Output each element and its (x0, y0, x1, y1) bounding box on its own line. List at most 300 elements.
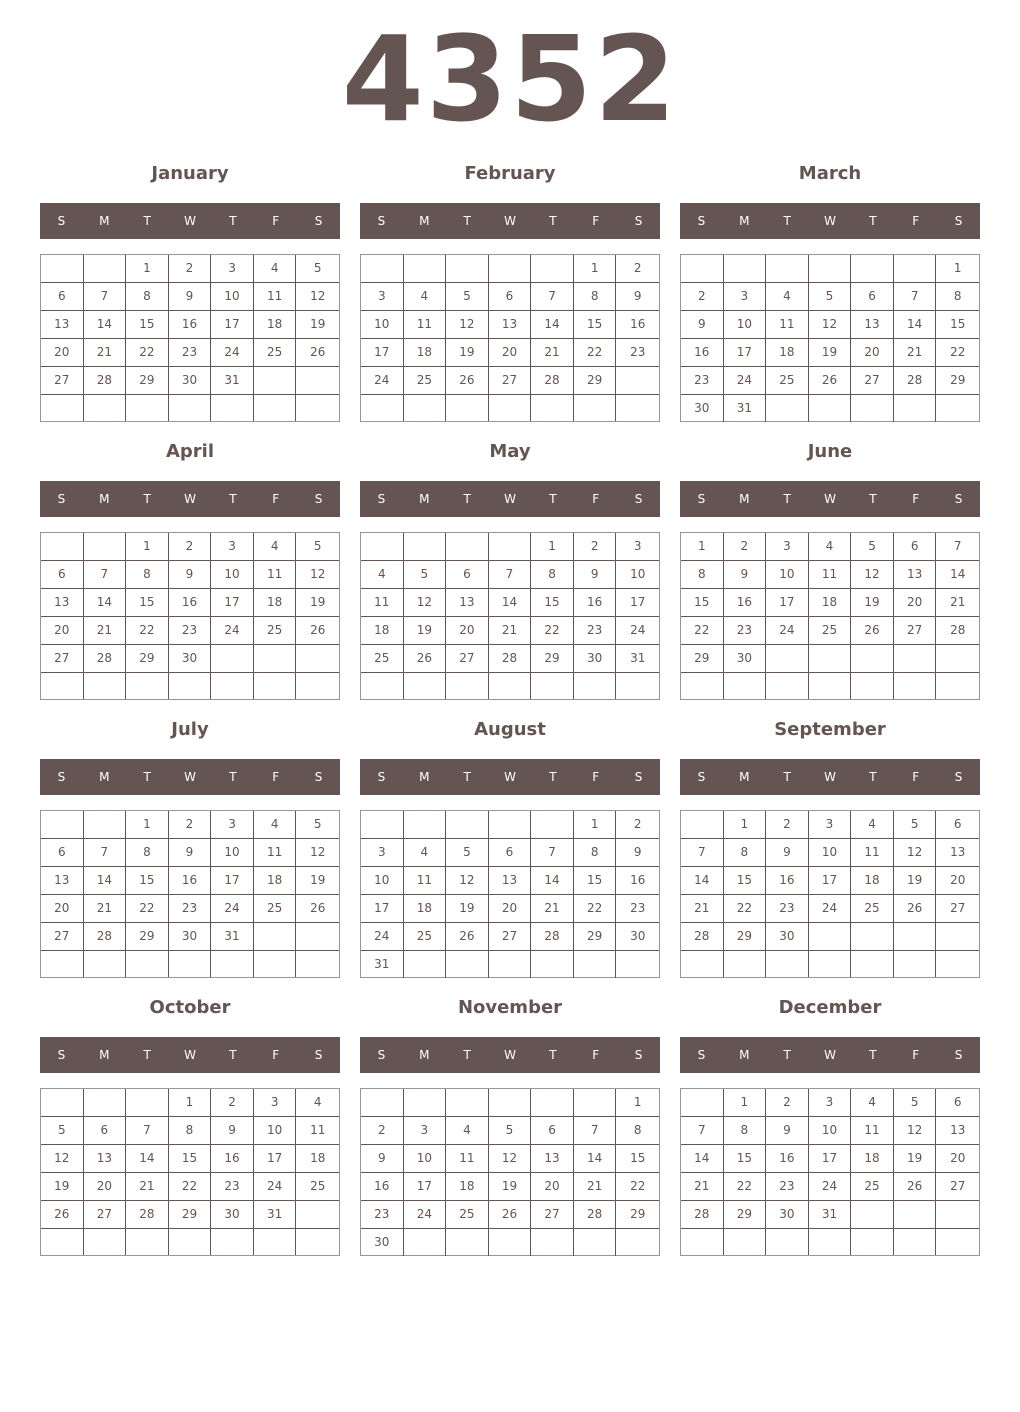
day-cell: 3 (211, 811, 254, 839)
day-cell: 23 (616, 339, 659, 367)
day-cell: 8 (574, 839, 617, 867)
day-cell: 12 (809, 311, 852, 339)
day-cell: 1 (574, 255, 617, 283)
day-cell: 1 (574, 811, 617, 839)
empty-cell (851, 1229, 894, 1255)
day-cell: 31 (616, 645, 659, 673)
day-cell: 5 (489, 1117, 532, 1145)
empty-cell (531, 1229, 574, 1256)
day-cell: 21 (126, 1173, 169, 1201)
day-cell: 11 (446, 1145, 489, 1173)
day-cell: 15 (574, 311, 617, 339)
day-cell: 13 (531, 1145, 574, 1173)
empty-cell (851, 673, 894, 699)
day-cell: 14 (84, 589, 127, 617)
day-cell: 19 (446, 339, 489, 367)
day-grid (360, 1088, 660, 1256)
empty-cell (404, 811, 447, 839)
day-cell: 8 (169, 1117, 212, 1145)
day-cell: 12 (296, 561, 339, 589)
day-cell: 9 (169, 561, 212, 589)
day-cell: 6 (446, 561, 489, 589)
day-grid (40, 810, 340, 978)
weekday-header (40, 481, 340, 517)
day-cell: 6 (936, 1089, 979, 1117)
day-cell: 23 (169, 339, 212, 367)
weekday-label: T (869, 492, 877, 506)
day-cell: 10 (361, 867, 404, 895)
day-cell: 23 (724, 617, 767, 645)
day-cell: 23 (361, 1201, 404, 1229)
empty-cell (296, 1229, 339, 1255)
day-cell: 4 (361, 561, 404, 589)
day-cell: 4 (404, 283, 447, 311)
day-cell: 29 (724, 923, 767, 951)
weekday-label: S (697, 492, 706, 506)
day-cell: 31 (809, 1201, 852, 1229)
day-cell: 5 (446, 283, 489, 311)
day-cell: 21 (894, 339, 937, 367)
day-grid (680, 532, 980, 700)
day-cell: 24 (766, 617, 809, 645)
empty-cell (254, 645, 297, 673)
empty-cell (851, 1201, 894, 1229)
day-cell: 19 (489, 1173, 532, 1201)
day-cell: 11 (851, 839, 894, 867)
day-cell: 11 (361, 589, 404, 617)
empty-cell (724, 951, 767, 977)
weekday-label: F (272, 492, 280, 506)
day-cell: 29 (169, 1201, 212, 1229)
empty-cell (169, 951, 212, 977)
weekday-label: S (954, 770, 963, 784)
day-cell: 15 (936, 311, 979, 339)
month-name: November (457, 997, 563, 1018)
weekday-label: T (549, 1048, 557, 1062)
day-cell: 12 (296, 839, 339, 867)
weekday-label: M (99, 214, 110, 228)
day-cell: 7 (489, 561, 532, 589)
day-cell: 1 (936, 255, 979, 283)
day-cell: 27 (84, 1201, 127, 1229)
day-cell: 20 (936, 1145, 979, 1173)
empty-cell (361, 811, 404, 839)
day-cell: 2 (766, 811, 809, 839)
day-cell: 19 (296, 311, 339, 339)
day-cell: 13 (936, 839, 979, 867)
day-cell: 17 (361, 339, 404, 367)
empty-cell (84, 811, 127, 839)
day-cell: 15 (574, 867, 617, 895)
day-cell: 29 (126, 367, 169, 395)
day-cell: 15 (126, 589, 169, 617)
day-cell: 5 (446, 839, 489, 867)
day-cell: 31 (724, 395, 767, 422)
day-cell: 1 (724, 1089, 767, 1117)
empty-cell (446, 673, 489, 699)
day-cell: 26 (809, 367, 852, 395)
empty-cell (489, 811, 532, 839)
month-name: February (464, 163, 556, 184)
empty-cell (169, 673, 212, 699)
empty-cell (894, 1229, 937, 1255)
day-cell: 18 (809, 589, 852, 617)
day-cell: 14 (681, 1145, 724, 1173)
day-cell: 7 (894, 283, 937, 311)
month-name: June (807, 441, 853, 462)
day-cell: 5 (894, 811, 937, 839)
day-cell: 14 (84, 867, 127, 895)
day-cell: 12 (446, 867, 489, 895)
day-cell: 20 (489, 895, 532, 923)
day-cell: 31 (211, 923, 254, 951)
day-cell: 18 (404, 895, 447, 923)
weekday-label: T (463, 492, 471, 506)
day-cell: 8 (574, 283, 617, 311)
weekday-label: M (99, 492, 110, 506)
day-cell: 20 (851, 339, 894, 367)
day-cell: 3 (724, 283, 767, 311)
day-cell: 22 (126, 617, 169, 645)
day-cell: 17 (361, 895, 404, 923)
empty-cell (126, 951, 169, 977)
weekday-header (40, 203, 340, 239)
weekday-header (680, 759, 980, 795)
day-cell: 30 (681, 395, 724, 422)
day-cell: 10 (616, 561, 659, 589)
empty-cell (361, 673, 404, 699)
empty-cell (531, 395, 574, 421)
day-cell: 21 (531, 895, 574, 923)
day-cell: 4 (254, 255, 297, 283)
month-name: July (171, 719, 209, 740)
day-cell: 20 (936, 867, 979, 895)
empty-cell (404, 533, 447, 561)
day-cell: 16 (766, 1145, 809, 1173)
empty-cell (531, 811, 574, 839)
weekday-label: T (783, 1048, 791, 1062)
empty-cell (404, 1089, 447, 1117)
day-cell: 2 (616, 255, 659, 283)
day-cell: 5 (296, 255, 339, 283)
day-cell: 12 (894, 1117, 937, 1145)
day-cell: 30 (574, 645, 617, 673)
weekday-label: F (912, 214, 920, 228)
weekday-label: T (463, 214, 471, 228)
day-cell: 7 (84, 283, 127, 311)
empty-cell (681, 255, 724, 283)
day-cell: 3 (211, 255, 254, 283)
day-cell: 16 (616, 867, 659, 895)
day-cell: 18 (404, 339, 447, 367)
day-grid (360, 254, 660, 422)
weekday-label: F (912, 1048, 920, 1062)
day-cell: 2 (681, 283, 724, 311)
day-cell: 3 (361, 283, 404, 311)
day-cell: 6 (851, 283, 894, 311)
day-cell: 27 (851, 367, 894, 395)
empty-cell (809, 645, 852, 673)
empty-cell (254, 923, 297, 951)
empty-cell (296, 395, 339, 421)
weekday-label: M (99, 1048, 110, 1062)
empty-cell (851, 951, 894, 977)
empty-cell (254, 673, 297, 699)
day-cell: 16 (169, 311, 212, 339)
weekday-label: S (314, 770, 323, 784)
day-cell: 15 (126, 311, 169, 339)
day-cell: 13 (446, 589, 489, 617)
empty-cell (254, 951, 297, 977)
day-cell: 17 (766, 589, 809, 617)
day-cell: 28 (126, 1201, 169, 1229)
day-cell: 7 (574, 1117, 617, 1145)
empty-cell (681, 951, 724, 977)
day-cell: 18 (254, 311, 297, 339)
weekday-label: S (314, 214, 323, 228)
weekday-label: T (229, 770, 237, 784)
day-cell: 15 (616, 1145, 659, 1173)
day-cell: 7 (681, 839, 724, 867)
weekday-label: F (592, 770, 600, 784)
day-cell: 9 (724, 561, 767, 589)
day-cell: 22 (616, 1173, 659, 1201)
day-cell: 9 (169, 839, 212, 867)
day-cell: 13 (41, 311, 84, 339)
day-cell: 17 (724, 339, 767, 367)
day-grid (680, 810, 980, 978)
day-cell: 25 (254, 895, 297, 923)
empty-cell (616, 673, 659, 699)
day-cell: 20 (894, 589, 937, 617)
day-cell: 24 (361, 923, 404, 951)
weekday-label: S (57, 214, 66, 228)
day-cell: 28 (894, 367, 937, 395)
empty-cell (894, 923, 937, 951)
day-cell: 13 (84, 1145, 127, 1173)
day-cell: 27 (531, 1201, 574, 1229)
empty-cell (126, 673, 169, 699)
weekday-label: S (314, 1048, 323, 1062)
day-cell: 25 (254, 339, 297, 367)
day-cell: 11 (254, 839, 297, 867)
day-cell: 9 (616, 839, 659, 867)
day-cell: 26 (296, 617, 339, 645)
day-cell: 23 (574, 617, 617, 645)
day-cell: 19 (296, 589, 339, 617)
empty-cell (489, 533, 532, 561)
day-cell: 25 (766, 367, 809, 395)
empty-cell (531, 1089, 574, 1117)
empty-cell (489, 951, 532, 978)
day-cell: 28 (84, 367, 127, 395)
day-cell: 20 (489, 339, 532, 367)
weekday-label: M (739, 770, 750, 784)
day-cell: 12 (446, 311, 489, 339)
day-cell: 23 (169, 895, 212, 923)
weekday-label: T (463, 1048, 471, 1062)
day-cell: 13 (936, 1117, 979, 1145)
empty-cell (404, 255, 447, 283)
day-cell: 1 (724, 811, 767, 839)
day-cell: 2 (616, 811, 659, 839)
day-cell: 19 (894, 867, 937, 895)
day-cell: 1 (126, 533, 169, 561)
day-cell: 20 (84, 1173, 127, 1201)
day-cell: 12 (404, 589, 447, 617)
day-cell: 10 (211, 561, 254, 589)
empty-cell (936, 395, 979, 422)
weekday-label: M (419, 492, 430, 506)
weekday-header (680, 481, 980, 517)
day-cell: 10 (766, 561, 809, 589)
weekday-label: T (229, 214, 237, 228)
day-cell: 27 (489, 367, 532, 395)
empty-cell (616, 1229, 659, 1256)
day-cell: 13 (851, 311, 894, 339)
day-cell: 31 (211, 367, 254, 395)
weekday-label: T (143, 770, 151, 784)
day-cell: 5 (851, 533, 894, 561)
weekday-label: M (419, 1048, 430, 1062)
empty-cell (446, 1089, 489, 1117)
day-cell: 21 (681, 895, 724, 923)
day-grid (40, 254, 340, 422)
day-cell: 21 (84, 339, 127, 367)
empty-cell (361, 1089, 404, 1117)
weekday-label: S (377, 214, 386, 228)
day-cell: 24 (724, 367, 767, 395)
day-cell: 27 (936, 895, 979, 923)
month-name: October (149, 997, 231, 1018)
day-cell: 3 (809, 1089, 852, 1117)
day-cell: 22 (574, 339, 617, 367)
weekday-label: T (549, 492, 557, 506)
day-cell: 8 (681, 561, 724, 589)
day-cell: 11 (254, 561, 297, 589)
day-cell: 27 (41, 923, 84, 951)
day-cell: 20 (41, 339, 84, 367)
empty-cell (531, 255, 574, 283)
day-cell: 26 (446, 367, 489, 395)
empty-cell (254, 367, 297, 395)
day-cell: 18 (361, 617, 404, 645)
day-cell: 24 (211, 339, 254, 367)
weekday-label: S (377, 492, 386, 506)
empty-cell (84, 255, 127, 283)
day-cell: 30 (169, 645, 212, 673)
day-cell: 21 (84, 895, 127, 923)
empty-cell (936, 645, 979, 673)
day-cell: 26 (404, 645, 447, 673)
day-grid (360, 532, 660, 700)
empty-cell (936, 1201, 979, 1229)
day-cell: 21 (531, 339, 574, 367)
day-cell: 13 (489, 867, 532, 895)
day-cell: 13 (41, 589, 84, 617)
day-cell: 12 (296, 283, 339, 311)
day-grid (360, 810, 660, 978)
day-cell: 25 (296, 1173, 339, 1201)
day-grid (40, 1088, 340, 1256)
day-cell: 14 (84, 311, 127, 339)
day-cell: 4 (296, 1089, 339, 1117)
day-cell: 22 (681, 617, 724, 645)
day-cell: 28 (936, 617, 979, 645)
day-cell: 8 (616, 1117, 659, 1145)
day-cell: 30 (724, 645, 767, 673)
day-cell: 15 (169, 1145, 212, 1173)
day-cell: 26 (894, 1173, 937, 1201)
weekday-label: W (824, 1048, 836, 1062)
day-cell: 28 (489, 645, 532, 673)
day-cell: 7 (531, 839, 574, 867)
day-cell: 5 (41, 1117, 84, 1145)
day-cell: 10 (809, 1117, 852, 1145)
day-cell: 27 (894, 617, 937, 645)
weekday-label: M (739, 492, 750, 506)
day-cell: 15 (681, 589, 724, 617)
day-cell: 17 (404, 1173, 447, 1201)
day-cell: 21 (489, 617, 532, 645)
day-cell: 5 (404, 561, 447, 589)
empty-cell (404, 1229, 447, 1256)
day-cell: 21 (681, 1173, 724, 1201)
empty-cell (84, 1089, 127, 1117)
day-cell: 4 (809, 533, 852, 561)
day-cell: 6 (41, 561, 84, 589)
day-cell: 16 (211, 1145, 254, 1173)
empty-cell (894, 395, 937, 422)
day-cell: 15 (724, 867, 767, 895)
day-cell: 5 (809, 283, 852, 311)
empty-cell (404, 951, 447, 978)
weekday-label: S (377, 1048, 386, 1062)
empty-cell (296, 951, 339, 977)
weekday-label: F (272, 1048, 280, 1062)
day-cell: 30 (766, 923, 809, 951)
day-cell: 1 (126, 811, 169, 839)
weekday-label: S (634, 492, 643, 506)
day-cell: 9 (574, 561, 617, 589)
day-cell: 3 (361, 839, 404, 867)
day-cell: 29 (724, 1201, 767, 1229)
day-cell: 2 (211, 1089, 254, 1117)
day-cell: 2 (724, 533, 767, 561)
day-cell: 3 (404, 1117, 447, 1145)
weekday-label: W (824, 214, 836, 228)
weekday-label: T (783, 770, 791, 784)
day-cell: 16 (169, 589, 212, 617)
day-cell: 17 (616, 589, 659, 617)
day-cell: 10 (211, 283, 254, 311)
empty-cell (361, 533, 404, 561)
day-cell: 26 (851, 617, 894, 645)
day-cell: 2 (574, 533, 617, 561)
day-cell: 20 (41, 895, 84, 923)
empty-cell (681, 811, 724, 839)
day-cell: 29 (936, 367, 979, 395)
day-cell: 6 (41, 283, 84, 311)
day-cell: 10 (254, 1117, 297, 1145)
month-name: January (151, 163, 229, 184)
weekday-label: T (783, 214, 791, 228)
day-cell: 13 (41, 867, 84, 895)
empty-cell (851, 255, 894, 283)
empty-cell (766, 951, 809, 977)
day-cell: 18 (296, 1145, 339, 1173)
weekday-label: S (954, 1048, 963, 1062)
